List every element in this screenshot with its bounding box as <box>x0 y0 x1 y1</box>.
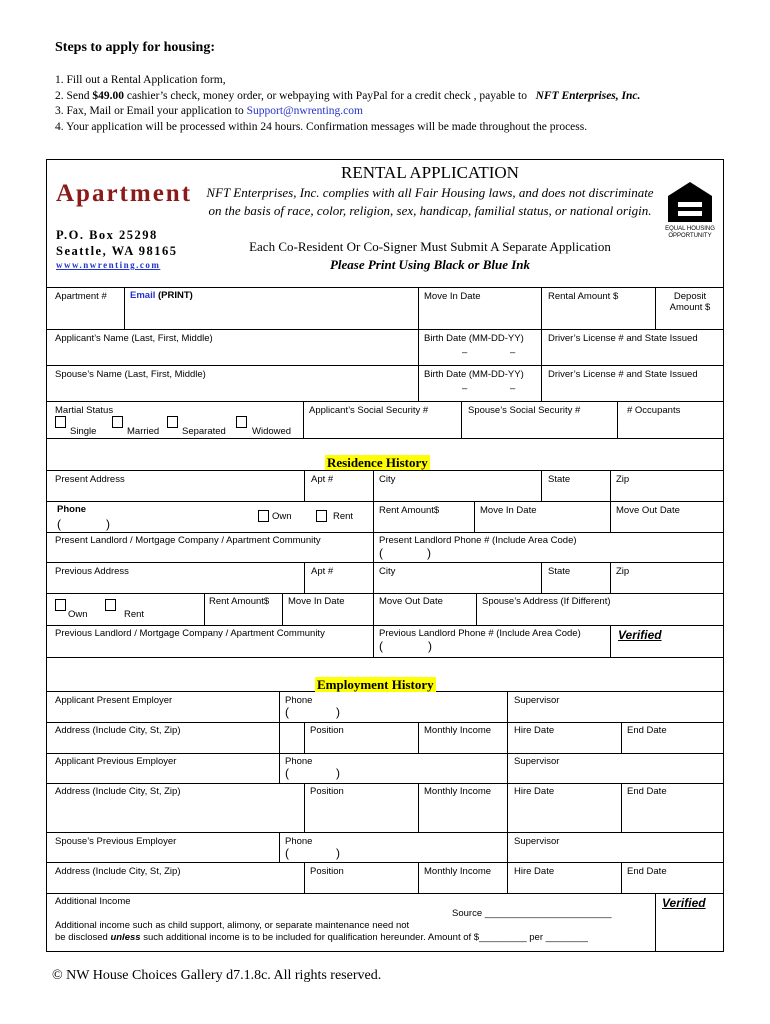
previous-move-out-field[interactable]: Move Out Date <box>379 596 443 607</box>
present-move-in-field[interactable]: Move In Date <box>480 505 537 516</box>
employer-paren-close: ) <box>336 705 340 719</box>
occupants-field[interactable]: # Occupants <box>627 405 681 416</box>
po-box: P.O. Box 25298 <box>56 228 158 242</box>
previous-monthly-income-field[interactable]: Monthly Income <box>424 786 492 797</box>
company-name: NFT Enterprises, Inc. <box>535 89 641 102</box>
prev-employer-paren-close: ) <box>336 766 340 780</box>
single-label: Single <box>70 426 97 437</box>
present-position-field[interactable]: Position <box>310 725 344 736</box>
mailing-address <box>56 227 177 259</box>
disclosure-unless: unless <box>110 932 141 943</box>
previous-employer-field[interactable]: Applicant Previous Employer <box>55 756 177 767</box>
landlord-paren-close: ) <box>427 546 431 560</box>
previous-rent-amount-field[interactable]: Rent Amount$ <box>209 596 270 607</box>
separated-label: Separated <box>182 426 226 437</box>
spouse-drivers-license-field[interactable]: Driver’s License # and State Issued <box>548 369 698 380</box>
present-phone-field[interactable]: Phone <box>57 504 87 515</box>
previous-apt-field[interactable]: Apt # <box>311 566 334 577</box>
present-supervisor-field[interactable]: Supervisor <box>514 695 560 706</box>
previous-city-field[interactable]: City <box>379 566 396 577</box>
married-checkbox[interactable] <box>112 416 123 428</box>
employment-history-heading: Employment History <box>317 677 434 692</box>
equal-housing-logo <box>658 180 722 243</box>
previous-employer-phone-field[interactable]: Phone <box>285 756 313 767</box>
previous-address-field[interactable]: Previous Address <box>55 566 129 577</box>
spouse-hire-date-field[interactable]: Hire Date <box>514 866 555 877</box>
previous-rent-label: Rent <box>124 609 145 620</box>
spouse-name-field[interactable]: Spouse’s Name (Last, First, Middle) <box>55 369 206 380</box>
present-zip-field[interactable]: Zip <box>616 474 630 485</box>
present-employer-phone-field[interactable]: Phone <box>285 695 313 706</box>
present-hire-date-field[interactable]: Hire Date <box>514 725 555 736</box>
present-own-label: Own <box>272 511 292 522</box>
employer-paren-open: ( <box>285 705 289 719</box>
house-icon <box>658 180 722 238</box>
present-rent-checkbox[interactable] <box>316 510 327 522</box>
website-link[interactable]: www.nwrenting.com <box>56 260 161 270</box>
previous-own-checkbox[interactable] <box>55 599 66 611</box>
move-in-date-field[interactable]: Move In Date <box>424 291 481 302</box>
applicant-name-field[interactable]: Applicant’s Name (Last, First, Middle) <box>55 333 213 344</box>
apartment-number-field[interactable]: Apartment # <box>55 291 107 302</box>
support-email-link[interactable]: Support@nwrenting.com <box>246 105 363 117</box>
present-address-field[interactable]: Present Address <box>55 474 125 485</box>
spouse-position-field[interactable]: Position <box>310 866 344 877</box>
birth-date-dash-2: – <box>510 347 516 358</box>
disclosure-text-a: be disclosed <box>55 932 111 943</box>
brand-name: Apartment <box>56 180 193 207</box>
disclosure-text-b: such additional income is to be included for qualification hereunder. Amount of $_________ per ________ <box>140 932 588 943</box>
email-print-label: (PRINT) <box>158 290 193 301</box>
step-1: 1. Fill out a Rental Application form, <box>55 74 226 86</box>
rental-amount-field[interactable]: Rental Amount $ <box>548 291 619 302</box>
spouse-employer-address-field[interactable]: Address (Include City, St, Zip) <box>55 866 181 877</box>
deposit-amount-field[interactable]: Deposit Amount $ <box>669 291 711 313</box>
present-end-date-field[interactable]: End Date <box>627 725 667 736</box>
step-2 <box>55 89 640 105</box>
step-2-text: 2. Send <box>55 89 93 102</box>
previous-end-date-field[interactable]: End Date <box>627 786 667 797</box>
phone-paren-close: ) <box>106 517 110 531</box>
spouse-birth-dash-2: – <box>510 383 516 394</box>
income-disclosure-line-2 <box>55 932 588 943</box>
spouse-employer-paren-close: ) <box>336 846 340 860</box>
spouse-monthly-income-field[interactable]: Monthly Income <box>424 866 492 877</box>
present-apt-field[interactable]: Apt # <box>311 474 334 485</box>
present-rent-amount-field[interactable]: Rent Amount$ <box>379 505 440 516</box>
spouse-supervisor-field[interactable]: Supervisor <box>514 836 560 847</box>
email-field[interactable] <box>130 290 193 301</box>
spouse-address-field[interactable]: Spouse’s Address (If Different) <box>482 596 611 607</box>
print-ink-note: Please Print Using Black or Blue Ink <box>329 257 531 272</box>
widowed-checkbox[interactable] <box>236 416 247 428</box>
previous-move-in-field[interactable]: Move In Date <box>288 596 345 607</box>
prev-employer-paren-open: ( <box>285 766 289 780</box>
marital-status-label: Martial Status <box>55 405 114 416</box>
fair-housing-notice: NFT Enterprises, Inc. complies with all Fair Housing laws, and does not discriminate on the basis of race, color, religion, sex, handicap, familial status, or national origin. <box>206 185 654 218</box>
steps-title: Steps to apply for housing: <box>55 40 216 55</box>
previous-supervisor-field[interactable]: Supervisor <box>514 756 560 767</box>
step-2-text-b: cashier’s check, money order, or webpaying with PayPal for a credit check , payable to <box>124 89 530 102</box>
income-source-field[interactable]: Source ________________________ <box>452 908 612 919</box>
previous-state-field[interactable]: State <box>548 566 571 577</box>
spouse-ssn-field[interactable]: Spouse’s Social Security # <box>468 405 581 416</box>
eho-line-2: OPPORTUNITY <box>668 233 712 238</box>
residence-verified-label: Verified <box>618 628 662 642</box>
eho-line-1: EQUAL HOUSING <box>665 226 715 232</box>
previous-employer-address-field[interactable]: Address (Include City, St, Zip) <box>55 786 181 797</box>
residence-history-heading: Residence History <box>327 455 428 470</box>
married-label: Married <box>127 426 160 437</box>
email-label: Email <box>130 290 156 301</box>
spouse-birth-dash-1: – <box>462 383 468 394</box>
present-rent-label: Rent <box>333 511 354 522</box>
present-employer-field[interactable]: Applicant Present Employer <box>55 695 173 706</box>
coresident-note: Each Co-Resident Or Co-Signer Must Submit A Separate Application <box>249 239 611 254</box>
phone-paren-open: ( <box>57 517 61 531</box>
step-3-text: 3. Fax, Mail or Email your application to <box>55 105 247 117</box>
prev-landlord-paren-close: ) <box>428 639 432 653</box>
widowed-label: Widowed <box>252 426 292 437</box>
birth-date-dash-1: – <box>462 347 468 358</box>
previous-zip-field[interactable]: Zip <box>616 566 630 577</box>
rental-application-form <box>46 159 724 952</box>
fee-amount: $49.00 <box>92 89 124 102</box>
employment-verified-label: Verified <box>662 896 706 910</box>
present-monthly-income-field[interactable]: Monthly Income <box>424 725 492 736</box>
additional-income-label: Additional Income <box>55 896 131 907</box>
landlord-paren-open: ( <box>379 546 383 560</box>
present-landlord-field[interactable]: Present Landlord / Mortgage Company / Apartment Community <box>55 535 321 546</box>
spouse-previous-employer-field[interactable]: Spouse’s Previous Employer <box>55 836 177 847</box>
spouse-employer-phone-field[interactable]: Phone <box>285 836 313 847</box>
present-own-checkbox[interactable] <box>258 510 269 522</box>
previous-position-field[interactable]: Position <box>310 786 344 797</box>
present-employer-address-field[interactable]: Address (Include City, St, Zip) <box>55 725 181 736</box>
present-landlord-phone-field[interactable]: Present Landlord Phone # (Include Area Code) <box>379 535 577 546</box>
single-checkbox[interactable] <box>55 416 66 428</box>
present-city-field[interactable]: City <box>379 474 396 485</box>
step-3 <box>55 104 640 120</box>
present-state-field[interactable]: State <box>548 474 571 485</box>
separated-checkbox[interactable] <box>167 416 178 428</box>
applicant-birth-date-field[interactable]: Birth Date (MM-DD-YY) <box>424 333 524 344</box>
spouse-end-date-field[interactable]: End Date <box>627 866 667 877</box>
step-4: 4. Your application will be processed within 24 hours. Confirmation messages will be made throughout the process. <box>55 120 588 133</box>
applicant-ssn-field[interactable]: Applicant’s Social Security # <box>309 405 429 416</box>
previous-rent-checkbox[interactable] <box>105 599 116 611</box>
previous-hire-date-field[interactable]: Hire Date <box>514 786 555 797</box>
copyright-footer: © NW House Choices Gallery d7.1.8c. All rights reserved. <box>52 968 382 983</box>
previous-own-label: Own <box>68 609 88 620</box>
steps-list <box>55 73 640 135</box>
previous-landlord-phone-field[interactable]: Previous Landlord Phone # (Include Area Code) <box>379 628 581 639</box>
prev-landlord-paren-open: ( <box>379 639 383 653</box>
present-move-out-field[interactable]: Move Out Date <box>616 505 680 516</box>
spouse-employer-paren-open: ( <box>285 846 289 860</box>
applicant-drivers-license-field[interactable]: Driver’s License # and State Issued <box>548 333 698 344</box>
form-title: RENTAL APPLICATION <box>341 163 519 182</box>
previous-landlord-field[interactable]: Previous Landlord / Mortgage Company / Apartment Community <box>55 628 325 639</box>
income-disclosure-line-1: Additional income such as child support, alimony, or separate maintenance need not <box>55 920 410 931</box>
city-state-zip: Seattle, WA 98165 <box>56 244 178 258</box>
spouse-birth-date-field[interactable]: Birth Date (MM-DD-YY) <box>424 369 524 380</box>
